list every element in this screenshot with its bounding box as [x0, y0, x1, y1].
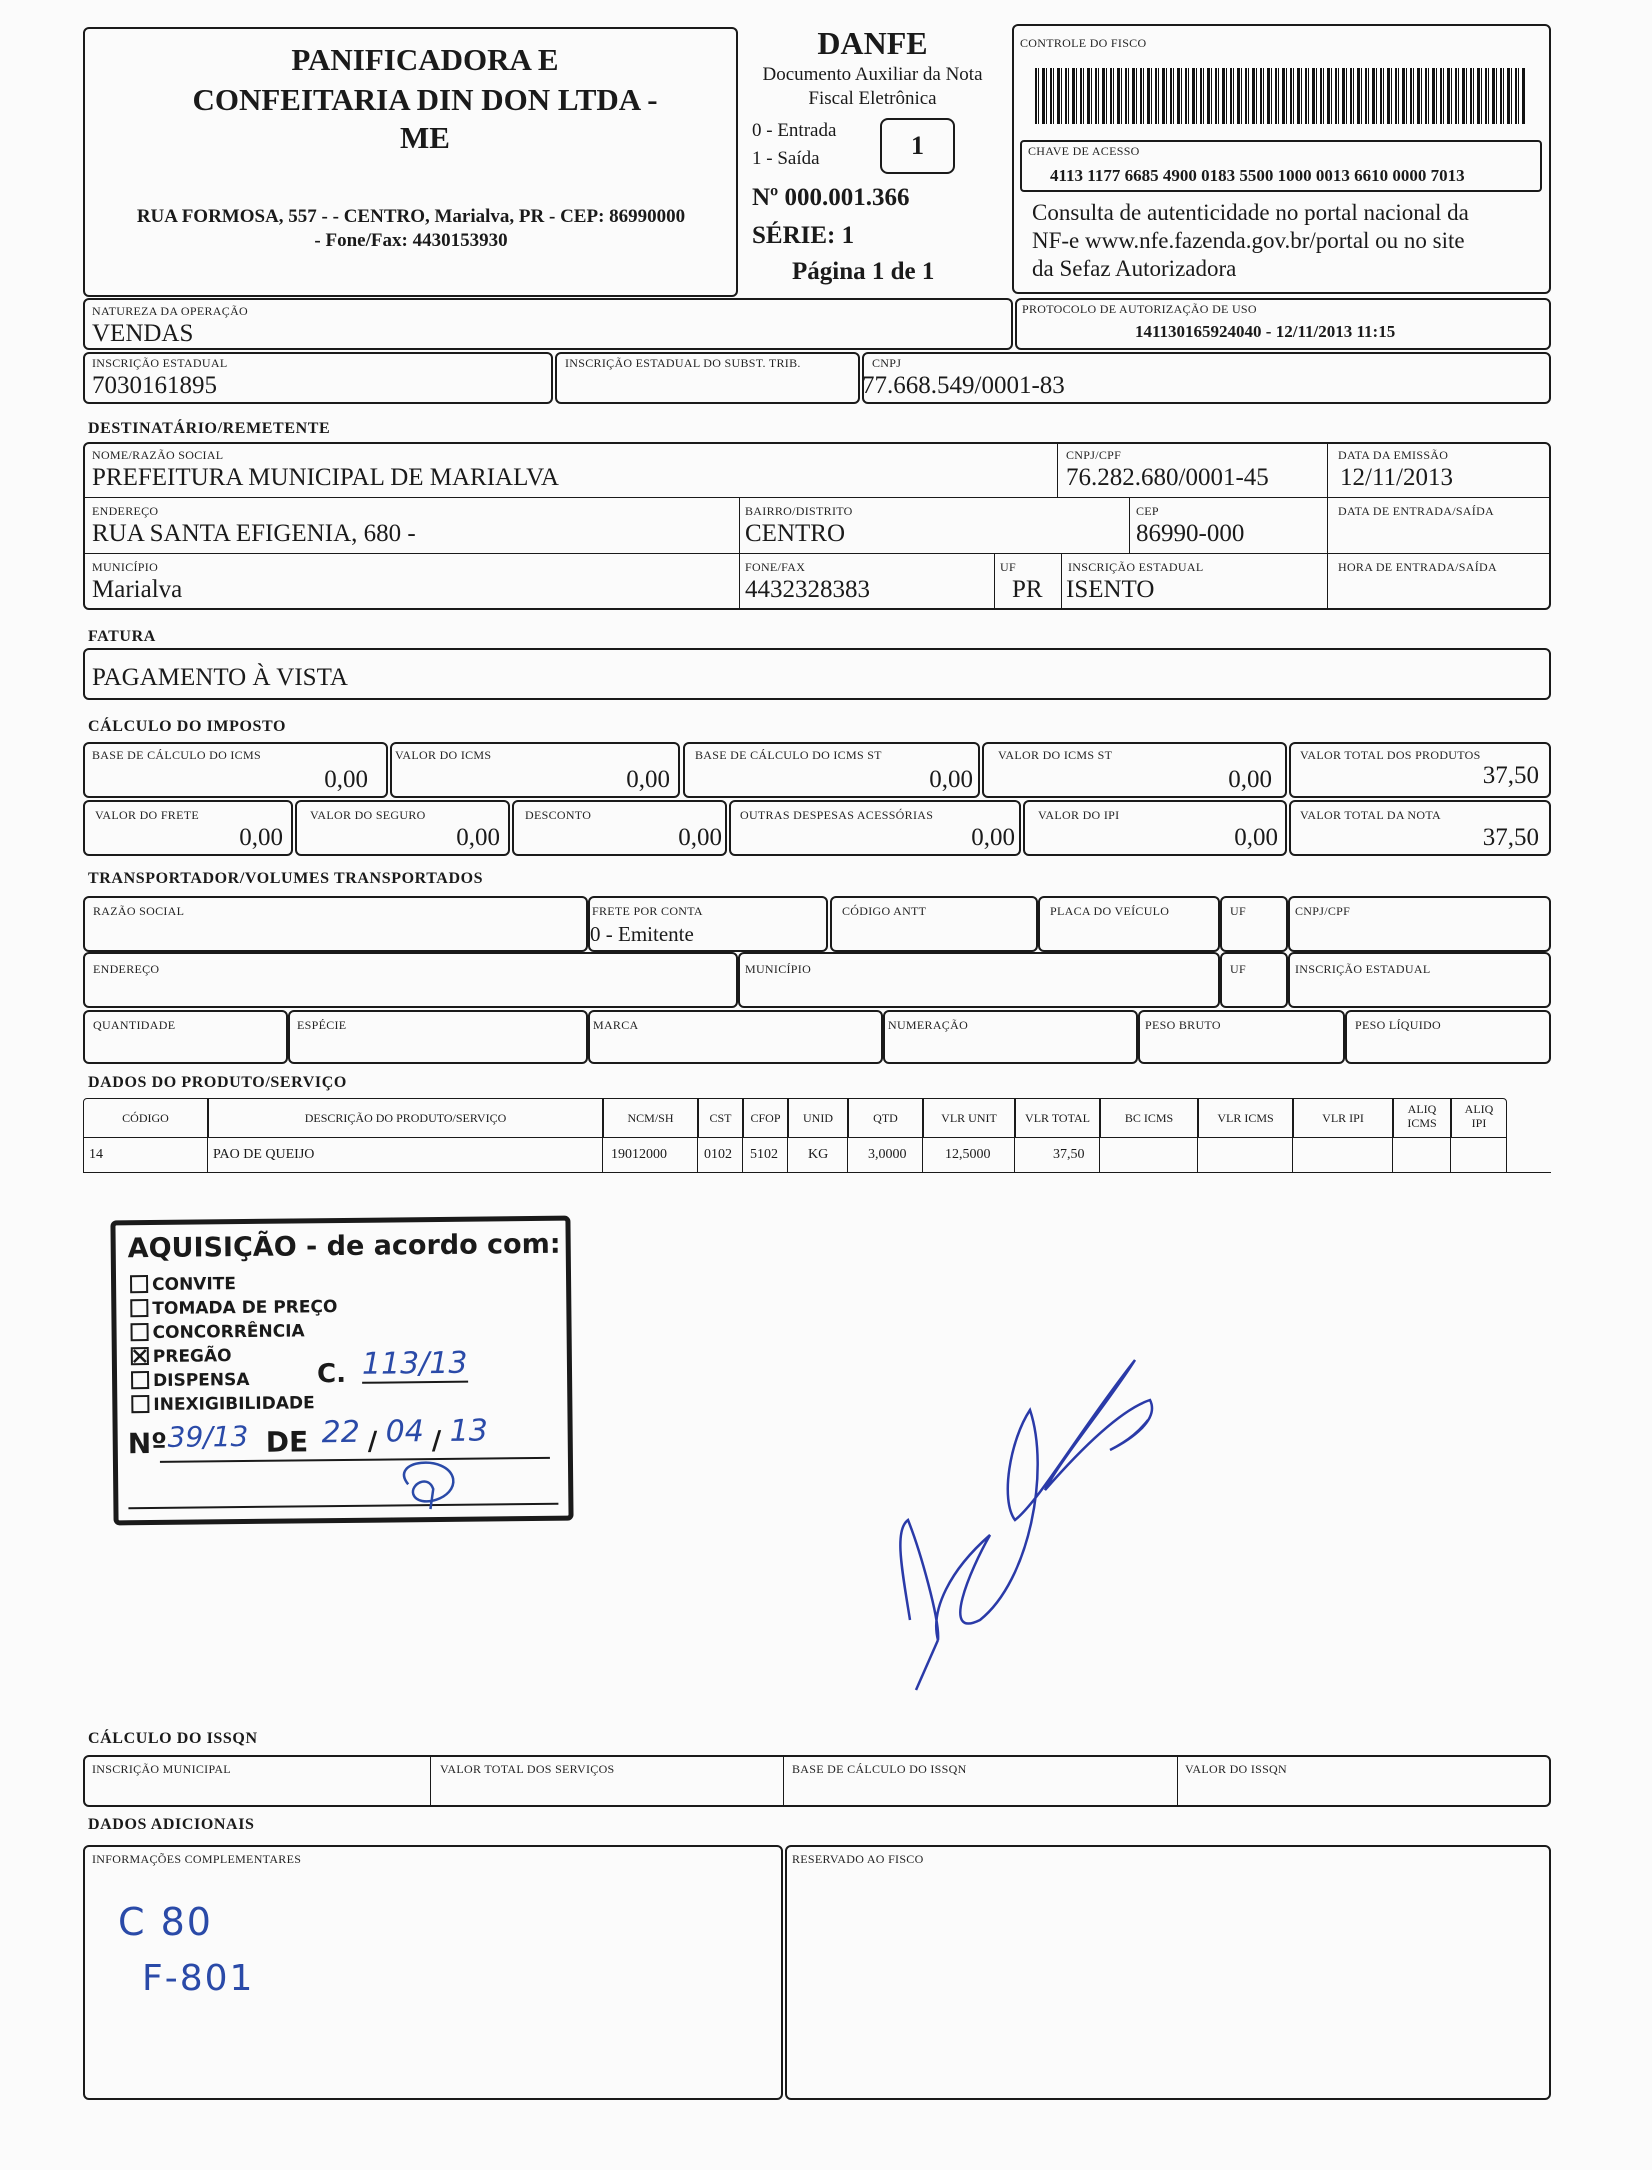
consulta-line-3: da Sefaz Autorizadora — [1032, 256, 1237, 281]
transp-municipio-box — [738, 952, 1220, 1008]
base-icms-st-label: BASE DE CÁLCULO DO ICMS ST — [695, 748, 882, 762]
transp-endereco-box — [83, 952, 738, 1008]
stamp-underline-1 — [160, 1457, 550, 1463]
saida-label: 1 - Saída — [752, 148, 820, 169]
th-vlr-icms: VLR ICMS — [1217, 1111, 1274, 1125]
dest-cnpj-value: 76.282.680/0001-45 — [1066, 464, 1269, 491]
cell-vlr-unit: 12,5000 — [945, 1147, 991, 1162]
danfe-title: DANFE — [817, 25, 928, 61]
stamp-n-value: 39/13 — [167, 1419, 249, 1454]
stamp-underline-2 — [128, 1503, 558, 1510]
stamp-title: AQUISIÇÃO - de acordo com: — [127, 1228, 561, 1265]
endereco-value: RUA SANTA EFIGENIA, 680 - — [92, 520, 416, 547]
stamp-c-value: 113/13 — [361, 1345, 468, 1382]
stamp-date-sep-1: / — [367, 1426, 378, 1457]
transp-numeracao-label: NUMERAÇÃO — [888, 1018, 969, 1032]
produtos-table — [83, 1098, 1551, 1178]
transp-ie-label: INSCRIÇÃO ESTADUAL — [1295, 962, 1431, 976]
tipo-box: 1 — [880, 118, 955, 174]
stamp-date-sep-2: / — [431, 1425, 442, 1457]
stamp-c-label: C. — [316, 1358, 347, 1390]
row-sep-aliq-ipi — [1451, 1138, 1507, 1172]
issqn-sep-1 — [430, 1755, 431, 1807]
row-sep-vlr-ipi — [1293, 1138, 1393, 1172]
valor-icms-st-value: 0,00 — [1228, 766, 1272, 793]
entrada-label: 0 - Entrada — [752, 120, 837, 141]
bairro-value: CENTRO — [745, 520, 845, 547]
total-produtos-label: VALOR TOTAL DOS PRODUTOS — [1300, 748, 1481, 762]
protocolo-value: 141130165924040 - 12/11/2013 11:15 — [1135, 322, 1396, 341]
checkbox-icon — [131, 1395, 149, 1413]
company-name-1: PANIFICADORA E — [291, 42, 559, 77]
valor-icms-value: 0,00 — [626, 766, 670, 793]
desconto-label: DESCONTO — [525, 808, 592, 822]
th-aliq-icms: ALIQ ICMS — [1407, 1102, 1437, 1130]
company-name-2: CONFEITARIA DIN DON LTDA - — [192, 82, 658, 117]
nome-label: NOME/RAZÃO SOCIAL — [92, 448, 224, 462]
stamp-item-concorrencia: CONCORRÊNCIA — [130, 1321, 304, 1343]
controle-fisco-label: CONTROLE DO FISCO — [1020, 36, 1147, 50]
cell-descricao: PAO DE QUEIJO — [213, 1147, 315, 1162]
imposto-section: CÁLCULO DO IMPOSTO — [88, 718, 287, 735]
natureza-label: NATUREZA DA OPERAÇÃO — [92, 304, 249, 318]
checked-checkbox-icon — [131, 1347, 149, 1365]
checkbox-icon — [130, 1275, 148, 1293]
stamp-de-label: DE — [265, 1425, 309, 1459]
transp-frete-value: 0 - Emitente — [590, 922, 694, 946]
consulta-line-2: NF-e www.nfe.fazenda.gov.br/portal ou no site — [1032, 228, 1465, 253]
endereco-label: ENDEREÇO — [92, 504, 159, 518]
protocolo-label: PROTOCOLO DE AUTORIZAÇÃO DE USO — [1022, 302, 1257, 316]
th-vlr-unit: VLR UNIT — [941, 1111, 997, 1125]
transp-uf2-box — [1220, 952, 1288, 1008]
checkbox-icon — [131, 1371, 149, 1389]
emitter-address-2: - Fone/Fax: 4430153930 — [314, 230, 508, 251]
destinatario-section: DESTINATÁRIO/REMETENTE — [88, 420, 331, 437]
issqn-inscricao-label: INSCRIÇÃO MUNICIPAL — [92, 1762, 231, 1776]
stamp-date-month: 04 — [385, 1414, 425, 1450]
transp-placa-label: PLACA DO VEÍCULO — [1050, 904, 1170, 918]
uf-label: UF — [1000, 560, 1016, 574]
cell-qtd: 3,0000 — [868, 1147, 907, 1162]
emitter-address-1: RUA FORMOSA, 557 - - CENTRO, Marialva, PR - CEP: 86990000 — [136, 206, 686, 227]
consulta-line-1: Consulta de autenticidade no portal nacional da — [1032, 200, 1469, 225]
cell-codigo: 14 — [89, 1147, 103, 1162]
chave-acesso: 4113 1177 6685 4900 0183 5500 1000 0013 6610 0000 7013 — [1050, 166, 1465, 185]
th-vlr-total: VLR TOTAL — [1025, 1111, 1090, 1125]
transp-antt-label: CÓDIGO ANTT — [842, 904, 927, 918]
transp-peso-liquido-label: PESO LÍQUIDO — [1355, 1018, 1441, 1032]
cep-value: 86990-000 — [1136, 520, 1245, 547]
issqn-valor-label: VALOR DO ISSQN — [1185, 1762, 1287, 1776]
ipi-value: 0,00 — [1234, 824, 1278, 851]
company-name-3: ME — [400, 120, 450, 155]
valor-icms-label: VALOR DO ICMS — [395, 748, 492, 762]
th-descricao: DESCRIÇÃO DO PRODUTO/SERVIÇO — [304, 1111, 507, 1125]
bairro-label: BAIRRO/DISTRITO — [745, 504, 853, 518]
stamp-item-inexigibilidade: INEXIGIBILIDADE — [131, 1393, 315, 1415]
transp-cnpj-label: CNPJ/CPF — [1295, 904, 1351, 918]
base-icms-value: 0,00 — [324, 766, 368, 793]
issqn-total-label: VALOR TOTAL DOS SERVIÇOS — [440, 1762, 615, 1776]
th-qtd: QTD — [873, 1111, 898, 1125]
reservado-box — [785, 1845, 1551, 2100]
frete-label: VALOR DO FRETE — [95, 808, 199, 822]
th-codigo: CÓDIGO — [122, 1111, 169, 1125]
invoice-number: Nº 000.001.366 — [752, 184, 910, 211]
transp-uf-label: UF — [1230, 904, 1246, 918]
stamp-date-year: 13 — [449, 1413, 489, 1449]
nome-value: PREFEITURA MUNICIPAL DE MARIALVA — [92, 464, 559, 491]
issqn-sep-3 — [1177, 1755, 1178, 1807]
acquisition-stamp — [110, 1216, 573, 1526]
adicionais-section: DADOS ADICIONAIS — [88, 1816, 255, 1833]
municipio-label: MUNICÍPIO — [92, 560, 159, 574]
x-mark-icon — [133, 1349, 147, 1363]
stamp-date-day: 22 — [321, 1414, 361, 1451]
handwritten-note-2: F-801 — [142, 1958, 255, 1999]
transportador-section: TRANSPORTADOR/VOLUMES TRANSPORTADOS — [88, 870, 484, 887]
danfe-subtitle-1: Documento Auxiliar da Nota — [762, 64, 983, 85]
hora-label: HORA DE ENTRADA/SAÍDA — [1338, 560, 1497, 574]
signature-icon — [880, 1320, 1280, 1700]
stamp-item-convite: CONVITE — [130, 1274, 236, 1295]
transp-razao-label: RAZÃO SOCIAL — [93, 904, 185, 918]
natureza-value: VENDAS — [92, 320, 194, 347]
transp-municipio-label: MUNICÍPIO — [745, 962, 812, 976]
row-sep-aliq-icms — [1393, 1138, 1451, 1172]
danfe-subtitle-2: Fiscal Eletrônica — [808, 88, 937, 109]
emissao-label: DATA DA EMISSÃO — [1338, 448, 1449, 462]
row-sep-vlr-icms — [1198, 1138, 1293, 1172]
transp-peso-bruto-label: PESO BRUTO — [1145, 1018, 1221, 1032]
stamp-item-pregao: PREGÃO — [131, 1346, 232, 1367]
stamp-item-dispensa: DISPENSA — [131, 1370, 250, 1391]
entrada-saida-label: DATA DE ENTRADA/SAÍDA — [1338, 504, 1495, 518]
transp-qtd-label: QUANTIDADE — [93, 1018, 176, 1032]
outras-value: 0,00 — [971, 824, 1015, 851]
valor-icms-st-label: VALOR DO ICMS ST — [998, 748, 1113, 762]
row-sep-bc-icms — [1100, 1138, 1198, 1172]
total-produtos-value: 37,50 — [1482, 762, 1539, 789]
ie-label: INSCRIÇÃO ESTADUAL — [92, 356, 228, 370]
page-indicator: Página 1 de 1 — [792, 258, 935, 285]
cnpj-value: 77.668.549/0001-83 — [862, 372, 1065, 399]
cell-cfop: 5102 — [750, 1147, 778, 1162]
cell-unid: KG — [808, 1147, 829, 1162]
transp-especie-label: ESPÉCIE — [297, 1018, 347, 1032]
checkbox-icon — [130, 1323, 148, 1341]
cell-cst: 0102 — [704, 1147, 732, 1162]
fone-label: FONE/FAX — [745, 560, 806, 574]
barcode — [1035, 68, 1525, 124]
cell-ncm: 19012000 — [611, 1147, 667, 1162]
produtos-section: DADOS DO PRODUTO/SERVIÇO — [88, 1074, 347, 1091]
fone-value: 4432328383 — [745, 576, 870, 603]
ie-st-label: INSCRIÇÃO ESTADUAL DO SUBST. TRIB. — [565, 356, 801, 370]
ie-value: 7030161895 — [92, 372, 217, 399]
base-icms-label: BASE DE CÁLCULO DO ICMS — [92, 748, 261, 762]
stamp-n-label: Nº — [127, 1426, 168, 1461]
table-row — [83, 1138, 1551, 1173]
fatura-section: FATURA — [88, 628, 156, 645]
th-unid: UNID — [803, 1111, 833, 1125]
dest-cnpj-label: CNPJ/CPF — [1066, 448, 1122, 462]
dest-ie-label: INSCRIÇÃO ESTADUAL — [1068, 560, 1204, 574]
th-bc-icms: BC ICMS — [1124, 1111, 1174, 1125]
transp-endereco-label: ENDEREÇO — [93, 962, 160, 976]
uf-value: PR — [1012, 576, 1043, 603]
checkbox-icon — [130, 1299, 148, 1317]
invoice-series: SÉRIE: 1 — [752, 222, 855, 249]
municipio-value: Marialva — [92, 576, 183, 603]
cell-vlr-total: 37,50 — [1053, 1147, 1085, 1162]
fatura-value: PAGAMENTO À VISTA — [92, 664, 348, 691]
base-icms-st-value: 0,00 — [929, 766, 973, 793]
th-ncm: NCM/SH — [627, 1111, 674, 1125]
handwritten-note-1: C 80 — [118, 1900, 213, 1944]
th-aliq-ipi: ALIQ IPI — [1464, 1102, 1494, 1130]
seguro-label: VALOR DO SEGURO — [310, 808, 426, 822]
transp-ie-box — [1288, 952, 1551, 1008]
chave-label: CHAVE DE ACESSO — [1028, 144, 1140, 158]
cnpj-label: CNPJ — [872, 356, 902, 370]
stamp-initials-icon — [378, 1454, 479, 1515]
transp-frete-label: FRETE POR CONTA — [592, 904, 703, 918]
desconto-value: 0,00 — [678, 824, 722, 851]
frete-value: 0,00 — [239, 824, 283, 851]
issqn-base-label: BASE DE CÁLCULO DO ISSQN — [792, 1762, 967, 1776]
seguro-value: 0,00 — [456, 824, 500, 851]
issqn-section: CÁLCULO DO ISSQN — [88, 1730, 258, 1747]
total-nota-value: 37,50 — [1482, 824, 1539, 851]
dest-ie-value: ISENTO — [1066, 576, 1155, 603]
stamp-item-tomada: TOMADA DE PREÇO — [130, 1297, 337, 1319]
outras-label: OUTRAS DESPESAS ACESSÓRIAS — [740, 808, 934, 822]
issqn-sep-2 — [783, 1755, 784, 1807]
transp-uf2-label: UF — [1230, 962, 1246, 976]
ipi-label: VALOR DO IPI — [1038, 808, 1120, 822]
th-vlr-ipi: VLR IPI — [1322, 1111, 1364, 1125]
th-cfop: CFOP — [750, 1111, 781, 1125]
reservado-label: RESERVADO AO FISCO — [792, 1852, 924, 1866]
info-label: INFORMAÇÕES COMPLEMENTARES — [92, 1852, 302, 1866]
transp-marca-label: MARCA — [593, 1018, 639, 1032]
total-nota-label: VALOR TOTAL DA NOTA — [1300, 808, 1442, 822]
th-cst: CST — [709, 1111, 732, 1125]
emissao-value: 12/11/2013 — [1340, 464, 1453, 491]
cep-label: CEP — [1136, 504, 1159, 518]
